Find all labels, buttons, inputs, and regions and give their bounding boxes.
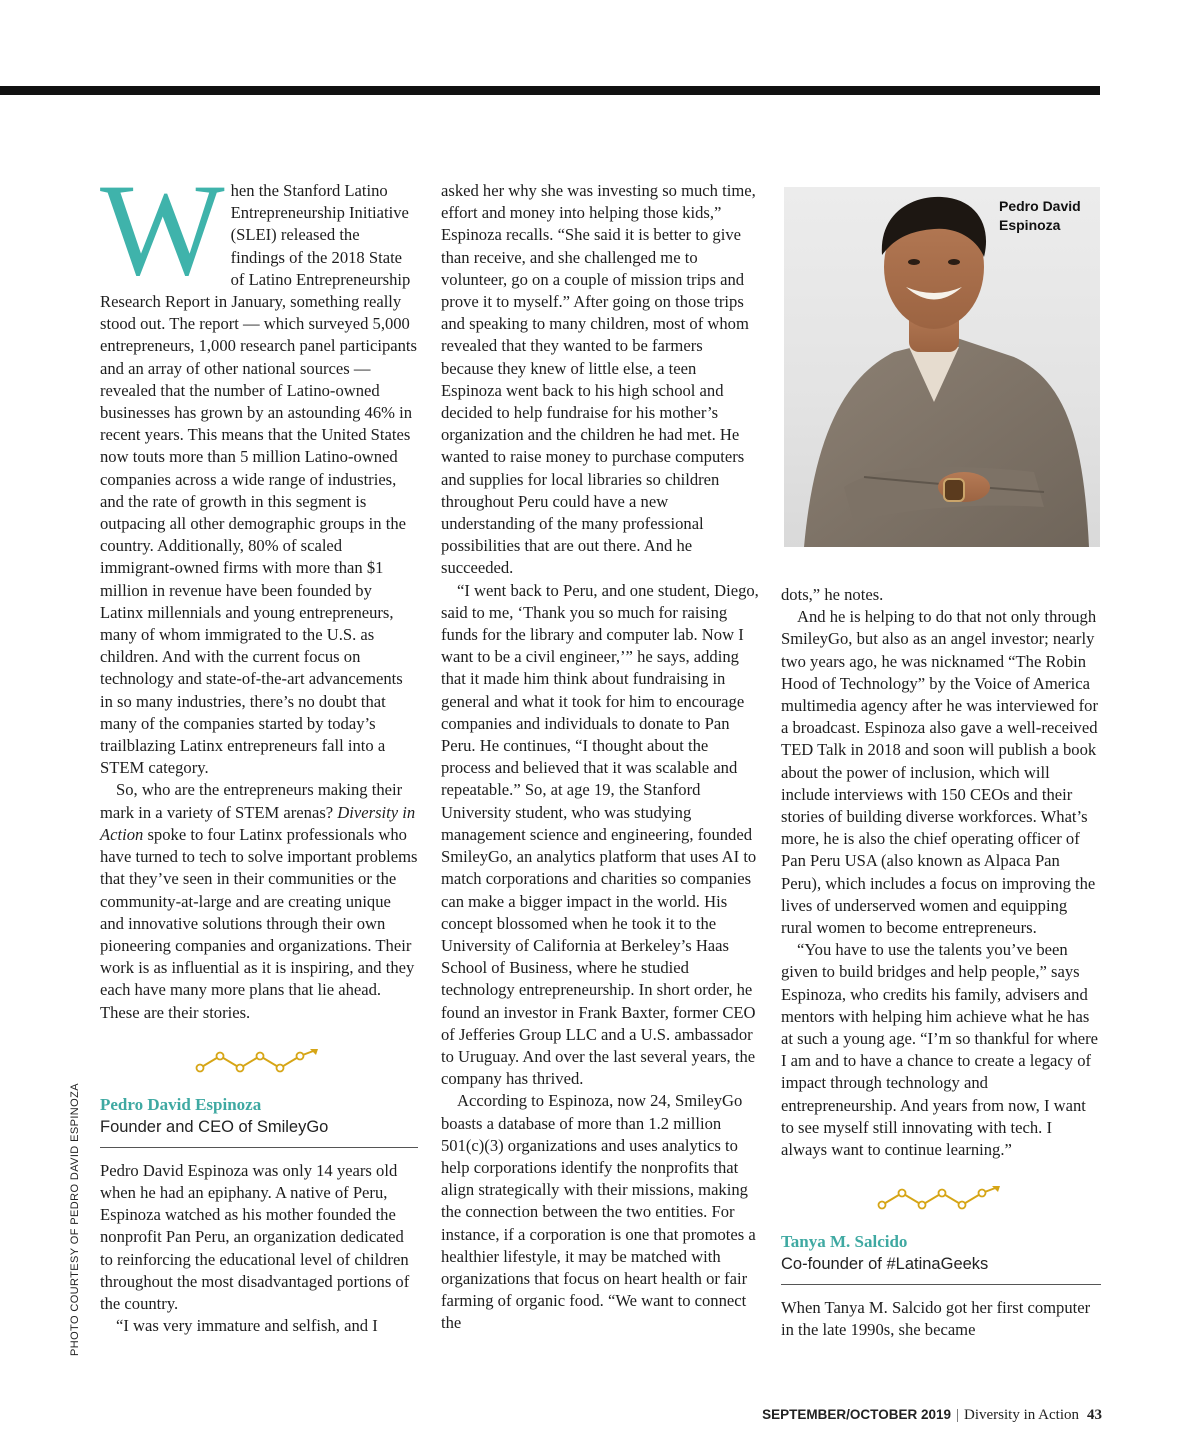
squiggle-divider-icon bbox=[876, 1183, 1006, 1213]
issue-date: SEPTEMBER/OCTOBER 2019 bbox=[762, 1407, 951, 1422]
intro-text: hen the Stanford Latino Entrepreneurship Initiative (SLEI) released the findings of the 2018 State of Latino Entrepreneurship Research Report in January, something really stood out. The report — which surveyed 5,000 entrepreneurs, 1,000 research panel participants and an array of other national sources — revealed that the number of Latino-owned businesses has grown by an astounding 46% in recent years. This means that the United States now touts more than 5 million Latino-owned companies across a wide range of industries, and the rate of growth in this segment is outpacing all other demographic groups in the country. Additionally, 80% of scaled immigrant-owned firms with more than $1 million in revenue have been founded by Latinx millennials and young entrepreneurs, many of whom immigrated to the U.S. as children. And with the current focus on technology and state-of-the-art advancements in so many industries, there’s no doubt that many of the companies started by today’s trailblazing Latinx entrepreneurs fall into a STEM category. bbox=[100, 181, 417, 778]
publication-name: Diversity in Action bbox=[964, 1407, 1079, 1423]
col2-paragraph-1: asked her why she was investing so much time, effort and money into helping those kids,” Espinoza recalls. “She said it is better to give than receive, and she challenged me to volunteer, go on a couple of mission trips and prove it to myself.” After going on those trips and speaking to many children, most of whom revealed that they wanted to be farmers because they knew of little else, a teen Espinoza went back to his high school and decided to help fundraise for his mother’s organization and the children he had met. He wanted to raise money to purchase computers and supplies for local libraries so children throughout Peru could have a new understanding of the many professional possibilities that are out there. And he succeeded. bbox=[441, 181, 756, 578]
column-2 bbox=[441, 180, 759, 1335]
top-rule-bar bbox=[0, 86, 1100, 95]
col3-paragraph-1: dots,” he notes. bbox=[781, 585, 884, 604]
profile-name-1: Pedro David Espinoza bbox=[100, 1094, 262, 1114]
col2-paragraph-3: According to Espinoza, now 24, SmileyGo boasts a database of more than 1.2 million 501(c)(3) organizations and uses analytics to help corporations identify the nonprofits that align strategically with their missions, making the connection between the two entities. For instance, if a corporation is one that promotes a healthier lifestyle, it may be matched with organizations that focus on heart health or fair farming of organic food. “We want to connect the bbox=[441, 1091, 756, 1333]
col3-paragraph-2: And he is helping to do that not only through SmileyGo, but also as an angel investor; nearly two years ago, he was nicknamed “The Robin Hood of Technology” by the Voice of America multimedia agency after he was interviewed for a broadcast. Espinoza also gave a well-received TED Talk in 2018 and soon will publish a book about the power of inclusion, which will include interviews with 150 CEOs and their stories of building diverse workforces. What’s more, he is also the chief operating officer of Pan Peru USA (also known as Alpaca Pan Peru), which includes a focus on improving the lives of underserved women and equipping rural women to become entrepreneurs. bbox=[781, 607, 1098, 938]
squiggle-divider-icon bbox=[194, 1046, 324, 1076]
profile-1-paragraph-2: “I was very immature and selfish, and I bbox=[116, 1316, 378, 1336]
portrait-photo bbox=[784, 187, 1100, 547]
intro-2-text-b: spoke to four Latinx professionals who have turned to tech to solve important problems that they’ve seen in their communities or the community-at-large and are creating unique and innovative solutions through their own pioneering companies and organizations. Their work is as influential as it is inspiring, and they each have many more plans that lie ahead. These are their stories. bbox=[100, 824, 418, 1022]
photo-credit: PHOTO COURTESY OF PEDRO DAVID ESPINOZA bbox=[69, 1083, 81, 1356]
intro-paragraph-2 bbox=[100, 779, 418, 1023]
profile-divider-1 bbox=[100, 1147, 418, 1148]
photo-caption: Pedro David Espinoza bbox=[999, 198, 1081, 233]
profile-role-1: Founder and CEO of SmileyGo bbox=[100, 1117, 329, 1136]
intro-paragraph bbox=[100, 156, 418, 779]
profile-1-paragraph-1: Pedro David Espinoza was only 14 years old when he had an epiphany. A native of Peru, Espinoza watched as his mother founded the nonprofit Pan Peru, an organization dedicated to reinforcing the educational level of children throughout the most disadvantaged portions of the country. bbox=[100, 1160, 410, 1313]
footer-separator: | bbox=[955, 1407, 959, 1423]
intro-2-text-a: So, who are the entrepreneurs making their mark in a variety of STEM arenas? bbox=[100, 780, 403, 822]
drop-cap: W bbox=[100, 156, 225, 303]
profile-role-2: Co-founder of #LatinaGeeks bbox=[781, 1255, 989, 1274]
col2-paragraph-2: “I went back to Peru, and one student, Diego, said to me, ‘Thank you so much for raising funds for the library and computer lab. Now I want to be a civil engineer,’” he says, adding that it made him think about fundraising in general and what it took for him to encourage companies and individuals to donate to Pan Peru. He continues, “I thought about the process and believed that it was scalable and repeatable.” So, at age 19, the Stanford University student, who was studying management science and engineering, founded SmileyGo, an analytics platform that uses AI to match corporations and charities so companies can make a bigger impact in the world. His concept blossomed when he took it to the University of California at Berkeley’s Haas School of Business, where he studied technology entrepreneurship. In short order, he found an investor in Frank Baxter, former CEO of Jefferies Group LLC and a U.S. ambassador to Uruguay. And over the last several years, the company has thrived. bbox=[441, 580, 759, 1089]
profile-2-paragraph-1: When Tanya M. Salcido got her first computer in the late 1990s, she became bbox=[781, 1298, 1091, 1340]
profile-divider-2 bbox=[781, 1284, 1101, 1285]
publication-name-italic: Diversity in Action bbox=[100, 802, 416, 844]
page-footer bbox=[762, 1407, 1102, 1424]
portrait-illustration bbox=[784, 187, 1100, 547]
col3-paragraph-3: “You have to use the talents you’ve been given to build bridges and help people,” says Espinoza, who credits his family, advisers and mentors with helping him achieve what he has at such a young age. “I’m so thankful for where I am and to have a chance to create a legacy of impact through technology and entrepreneurship. And years from now, I want to see myself still innovating with tech. I always want to continue learning.” bbox=[781, 940, 1099, 1160]
profile-name-2: Tanya M. Salcido bbox=[781, 1232, 908, 1252]
page-number: 43 bbox=[1087, 1407, 1102, 1423]
column-3 bbox=[781, 584, 1101, 1342]
column-1 bbox=[100, 156, 418, 1337]
